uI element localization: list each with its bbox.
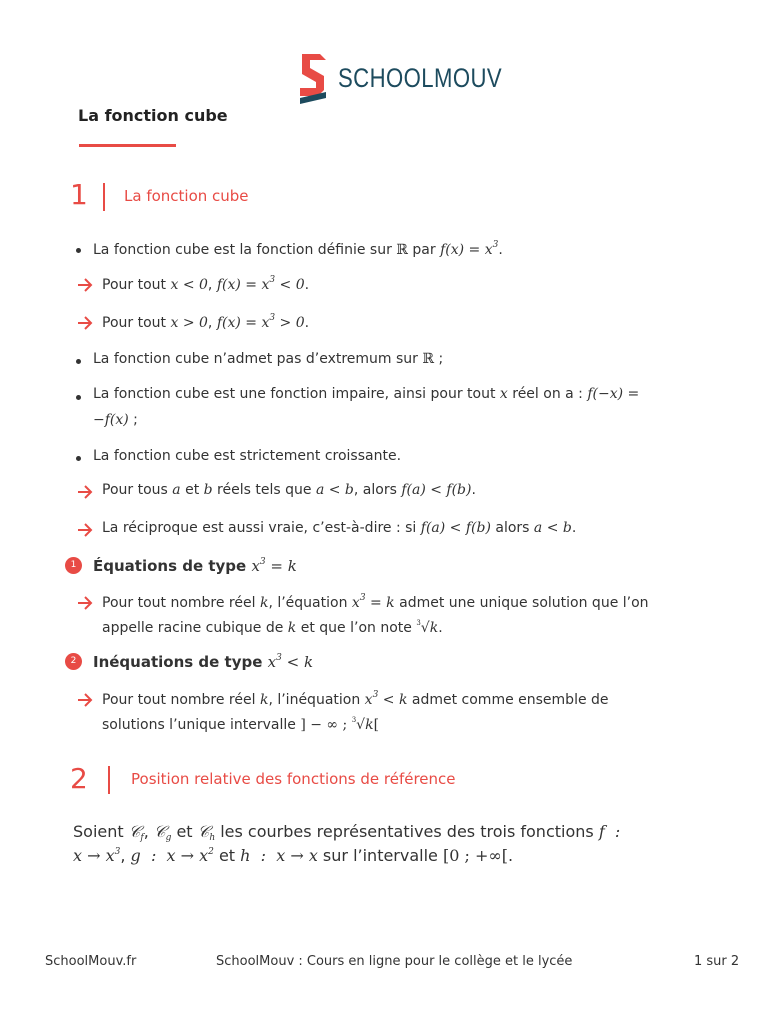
list-item-positive: Pour tout x > 0, $f(x) = x^3 > 0$. bbox=[102, 313, 310, 331]
section-1-divider bbox=[103, 183, 105, 211]
arrow-right-icon bbox=[77, 278, 93, 292]
document-title: La fonction cube bbox=[78, 106, 228, 125]
bullet-dot bbox=[76, 248, 81, 253]
footer-page-number: 1 sur 2 bbox=[694, 954, 740, 969]
list-item-negative: Pour tout x < 0, $f(x) = x^3 < 0$. bbox=[102, 275, 310, 293]
arrow-right-icon bbox=[77, 523, 93, 537]
list-item-increasing: La fonction cube est strictement croissante. bbox=[93, 448, 402, 464]
arrow-right-icon bbox=[77, 596, 93, 610]
arrow-right-icon bbox=[77, 693, 93, 707]
list-item-definition: La fonction cube est la fonction définie sur ℝ par $f(x) = x^3$. bbox=[93, 240, 503, 258]
list-item-odd-function-cont: −f(x) ; bbox=[93, 412, 138, 428]
equation-statement-cont: appelle racine cubique de k et que l’on note $^3$√k. bbox=[102, 619, 443, 636]
arrow-right-icon bbox=[77, 316, 93, 330]
section-2-divider bbox=[108, 766, 110, 794]
subsection-badge-2: 2 bbox=[65, 653, 82, 670]
list-item-odd-function: La fonction cube est une fonction impaire, ainsi pour tout x réel on a : f(−x) = bbox=[93, 386, 640, 402]
section-2-number: 2 bbox=[70, 762, 88, 795]
schoolmouv-logo bbox=[298, 52, 538, 104]
footer-tagline: SchoolMouv : Cours en ligne pour le collège et le lycée bbox=[216, 954, 573, 969]
list-item-implication: Pour tous a et b réels tels que a < b, alors f(a) < f(b). bbox=[102, 482, 476, 498]
equation-statement: Pour tout nombre réel k, l’équation $x^3 = k$ admet une unique solution que l’on bbox=[102, 593, 649, 611]
paragraph-line-2: $x \to x^3$, g : $x \to x^2$ et h : x → x sur l’intervalle [0 ; +∞[. bbox=[73, 846, 514, 865]
list-item-extremum: La fonction cube n’admet pas d’extremum sur ℝ ; bbox=[93, 351, 444, 367]
section-1-number: 1 bbox=[70, 178, 88, 211]
schoolmouv-s-icon bbox=[298, 52, 330, 104]
list-item-converse: La réciproque est aussi vraie, c’est-à-dire : si f(a) < f(b) alors a < b. bbox=[102, 520, 577, 536]
title-underline bbox=[79, 144, 176, 147]
inequation-statement-cont: solutions l’unique intervalle ] − ∞ ; $^3$√k[ bbox=[102, 716, 380, 733]
arrow-right-icon bbox=[77, 485, 93, 499]
inequation-statement: Pour tout nombre réel k, l’inéquation $x^3 < k$ admet comme ensemble de bbox=[102, 690, 609, 708]
subheading-equations: Équations de type $x^3 = k$ bbox=[93, 557, 297, 575]
subsection-badge-1: 1 bbox=[65, 557, 82, 574]
section-2-title: Position relative des fonctions de référence bbox=[131, 770, 456, 788]
brand-name: SCHOOLMOUV bbox=[338, 62, 503, 93]
footer-site: SchoolMouv.fr bbox=[45, 954, 137, 969]
bullet-dot bbox=[76, 395, 81, 400]
subheading-inequations: Inéquations de type $x^3 < k$ bbox=[93, 653, 314, 671]
section-1-title: La fonction cube bbox=[124, 187, 249, 205]
paragraph-line-1: Soient 𝒞$_f$, 𝒞$_g$ et 𝒞$_h$ les courbes représentatives des trois fonctions f : bbox=[73, 822, 621, 843]
bullet-dot bbox=[76, 456, 81, 461]
bullet-dot bbox=[76, 359, 81, 364]
